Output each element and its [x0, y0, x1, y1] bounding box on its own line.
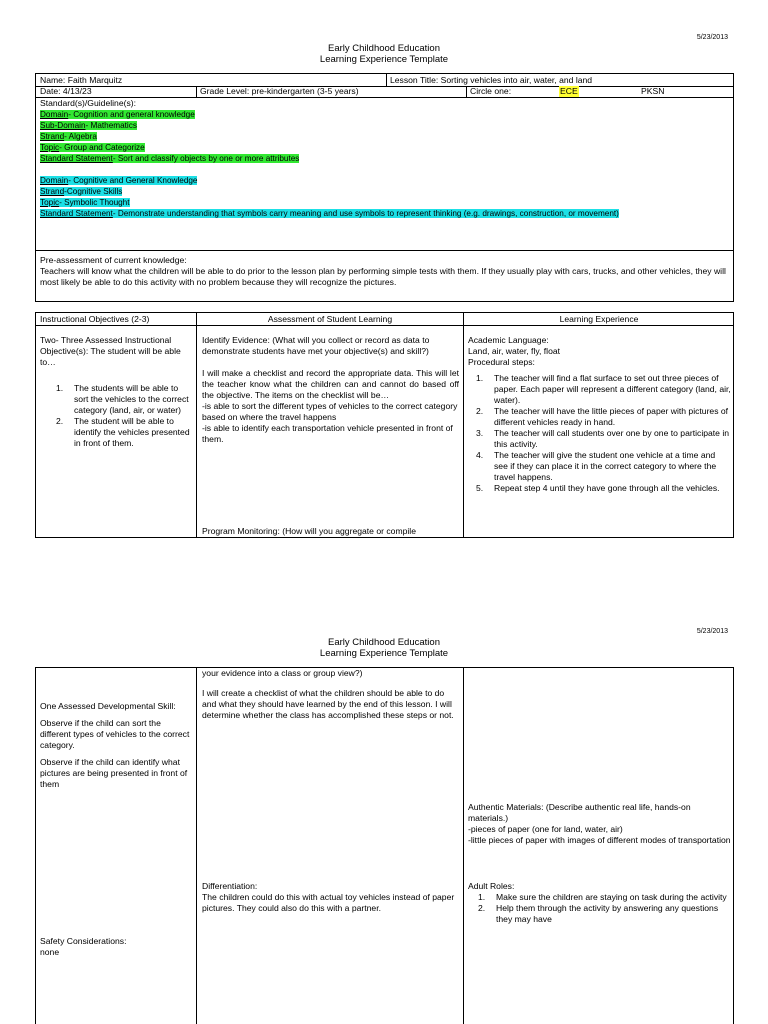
date-stamp: 5/23/2013 [696, 628, 728, 635]
safety-text: none [40, 947, 60, 957]
materials-item: -little pieces of paper with images of different modes of transportation [468, 835, 731, 845]
lesson-title-field: Lesson Title: Sorting vehicles into air, water, and land [390, 75, 593, 85]
differentiation-section [202, 881, 459, 914]
procedural-steps-list [468, 373, 731, 494]
standard-line [40, 208, 730, 219]
materials-label: Authentic Materials: (Describe authentic real life, hands-on materials.) [468, 802, 691, 823]
list-text: The teacher will give the student one vehicle at a time and see if they can place it in the correct category to where the travel happens. [494, 450, 717, 482]
standard-label: Domain [40, 176, 69, 185]
grade-level-field: Grade Level: pre-kindergarten (3-5 years) [200, 86, 359, 96]
standard-line [40, 153, 730, 164]
document-header [0, 43, 768, 65]
objectives-column [40, 335, 192, 449]
list-text: The students will be able to sort the vehicles to the correct category (land, air, or water) [74, 383, 189, 415]
list-number: 1. [476, 373, 484, 383]
list-text: The teacher will have the little pieces of paper with pictures of different vehicles ready in hand. [494, 406, 729, 427]
standard-text: - Demonstrate understanding that symbols carry meaning and use symbols to represent thinking (e.g. drawings, construction, or movement) [112, 209, 619, 218]
list-item [470, 903, 731, 925]
materials-item: -pieces of paper (one for land, water, air) [468, 824, 623, 834]
document-header [0, 637, 768, 659]
monitoring-text: I will create a checklist of what the children should be able to do and what they should have learned by the end of this lesson. I will determine whether the class has accomplished these steps or not. [202, 688, 454, 720]
column-header-experience: Learning Experience [559, 314, 639, 324]
procedural-steps-label: Procedural steps: [468, 357, 535, 367]
safety-label: Safety Considerations: [40, 936, 127, 946]
name-field: Name: Faith Marquitz [40, 75, 123, 85]
standard-label: Standard Statement [40, 154, 113, 163]
list-number: 1. [478, 892, 486, 902]
objectives-list [40, 383, 192, 449]
standard-line [40, 175, 730, 186]
list-text: Repeat step 4 until they have gone through all the vehicles. [494, 483, 720, 493]
standard-label: Strand [40, 187, 65, 196]
standard-line [40, 109, 730, 120]
list-number: 1. [56, 383, 64, 393]
objectives-intro: Two- Three Assessed Instructional Objective(s): The student will be able to… [40, 335, 181, 367]
list-number: 2. [476, 406, 484, 416]
list-item [468, 406, 731, 428]
adult-roles-section [468, 881, 731, 925]
standard-text: - Cognitive and General Knowledge [68, 176, 198, 185]
header-line-1: Early Childhood Education [328, 43, 440, 54]
option-ece: ECE [560, 86, 578, 96]
list-item [468, 450, 731, 483]
document-page-2 [0, 622, 768, 1024]
learning-plan-table [35, 312, 734, 538]
materials-section [468, 802, 731, 846]
standard-text: - Group and Categorize [59, 143, 145, 152]
dev-skill-2: Observe if the child can identify what pictures are being presented in front of them [40, 757, 188, 789]
dev-skill-section [40, 701, 192, 790]
dev-skill-1: Observe if the child can sort the different types of vehicles to the correct category. [40, 718, 190, 750]
checklist-text: I will make a checklist and record the appropriate data. This will let the teacher know what the children can and cannot do based off the objective. The items on the checklist will be… [202, 368, 459, 400]
standard-label: Topic [40, 198, 60, 207]
standard-line [40, 142, 730, 153]
differentiation-text: The children could do this with actual toy vehicles instead of paper pictures. They could also do this with a partner. [202, 892, 455, 913]
list-item [468, 428, 731, 450]
program-monitoring: Program Monitoring: (How will you aggregate or compile [202, 526, 416, 536]
assessment-column [202, 335, 459, 537]
standards-group-2 [40, 175, 730, 219]
standard-label: Standard Statement [40, 209, 113, 218]
list-number: 3. [476, 428, 484, 438]
date-stamp: 5/23/2013 [696, 34, 728, 41]
date-field: Date: 4/13/23 [40, 86, 92, 96]
standard-label: Domain [40, 110, 69, 119]
preassessment-section [40, 255, 730, 288]
list-number: 2. [56, 416, 64, 426]
experience-column [468, 335, 731, 494]
lesson-info-table [35, 73, 734, 302]
standard-label: Strand [40, 132, 65, 141]
standard-text: - Mathematics [85, 121, 137, 130]
monitoring-section [202, 668, 459, 721]
column-header-assessment: Assessment of Student Learning [267, 314, 393, 324]
preassessment-heading: Pre-assessment of current knowledge: [40, 255, 187, 265]
list-item [470, 892, 731, 903]
safety-section [40, 936, 192, 958]
assessment-point: -is able to sort the different types of vehicles to the correct category based on where the travel happens [202, 401, 458, 422]
dev-skill-label: One Assessed Developmental Skill: [40, 701, 176, 711]
standard-line [40, 186, 730, 197]
academic-language-label: Academic Language: [468, 335, 549, 345]
list-text: The student will be able to identify the vehicles presented in front of them. [74, 416, 190, 448]
list-number: 5. [476, 483, 484, 493]
column-header-objectives: Instructional Objectives (2-3) [40, 314, 150, 324]
circle-one-label: Circle one: [470, 86, 512, 96]
adult-roles-list [468, 892, 731, 925]
standard-text: - Algebra [64, 132, 97, 141]
list-item [468, 373, 731, 406]
list-text: Help them through the activity by answering any questions they may have [496, 903, 719, 924]
list-text: The teacher will call students over one by one to participate in this activity. [494, 428, 730, 449]
list-item [48, 416, 192, 449]
standards-section [40, 98, 730, 219]
assessment-point: -is able to identify each transportation vehicle presented in front of them. [202, 423, 453, 444]
header-line-1: Early Childhood Education [328, 637, 440, 648]
standard-line [40, 197, 730, 208]
option-pksn: PKSN [641, 86, 665, 96]
list-number: 4. [476, 450, 484, 460]
standard-line [40, 131, 730, 142]
differentiation-label: Differentiation: [202, 881, 258, 891]
academic-language-text: Land, air, water, fly, float [468, 346, 561, 356]
list-item [468, 483, 731, 494]
list-item [48, 383, 192, 416]
header-line-2: Learning Experience Template [319, 648, 449, 659]
adult-roles-label: Adult Roles: [468, 881, 515, 891]
list-text: Make sure the children are staying on task during the activity [496, 892, 727, 902]
list-text: The teacher will find a flat surface to set out three pieces of paper. Each paper will represent a different category (land, air, water). [494, 373, 731, 405]
standards-heading: Standard(s)/Guideline(s): [40, 98, 137, 108]
standard-text: - Cognition and general knowledge [68, 110, 195, 119]
standards-group-1 [40, 109, 730, 164]
list-number: 2. [478, 903, 486, 913]
identify-evidence: Identify Evidence: (What will you collect or record as data to demonstrate students have met your objective(s) and skill?) [202, 335, 430, 356]
standard-label: Sub-Domain [40, 121, 86, 130]
standard-text: - Symbolic Thought [59, 198, 130, 207]
continued-plan-table [35, 667, 734, 1024]
standard-label: Topic [40, 143, 60, 152]
monitoring-continued: your evidence into a class or group view?) [202, 668, 363, 678]
standard-line [40, 120, 730, 131]
standard-text: - Sort and classify objects by one or more attributes [112, 154, 300, 163]
standard-text: -Cognitive Skills [64, 187, 123, 196]
header-line-2: Learning Experience Template [319, 54, 449, 65]
preassessment-text: Teachers will know what the children will be able to do prior to the lesson plan by performing simple tests with them. If they usually play with cars, trucks, and other vehicles, they will most likely be able to do this activity with no problem because they will recognize the pictures. [40, 266, 726, 287]
